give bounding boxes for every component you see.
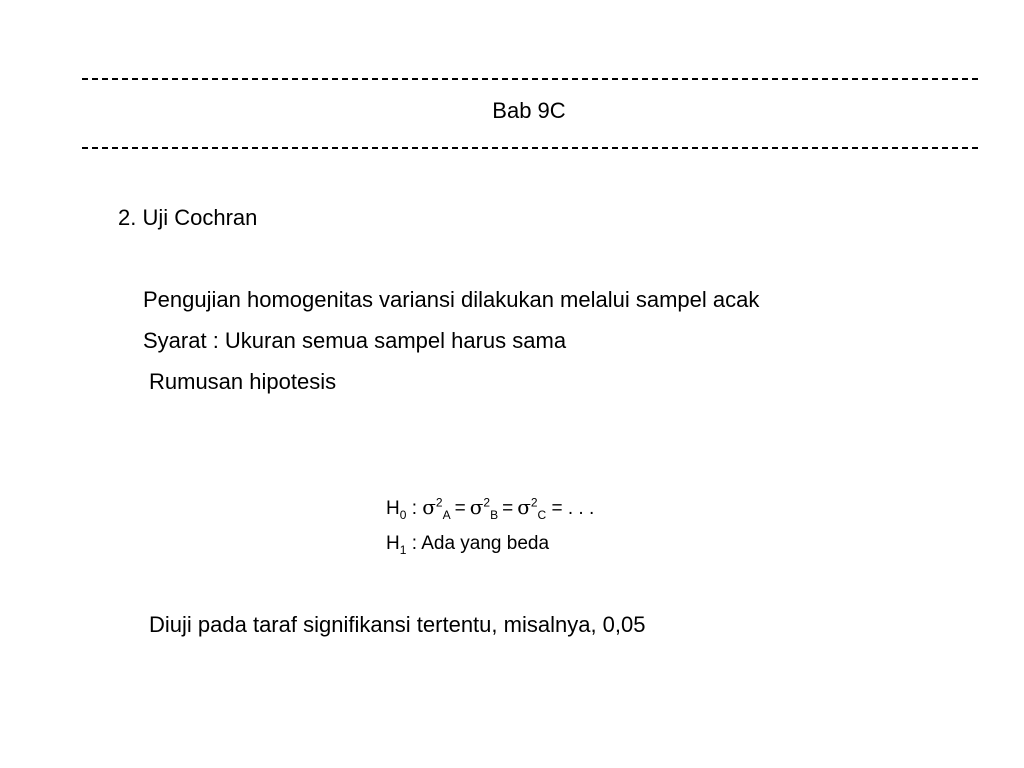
h0-subscript: 0 [399,507,407,522]
group-a: A [442,507,451,522]
section-heading: 2. Uji Cochran [118,205,258,230]
equals-2: = [502,498,514,519]
body-line-definition: Pengujian homogenitas variansi dilakukan melalui sampel acak [143,287,760,312]
slide-title: Bab 9C [492,98,566,123]
power-c: 2 [530,495,538,510]
group-c: C [537,507,547,522]
sigma-b: σ [469,495,484,519]
power-b: 2 [483,495,491,510]
body-line-requirement: Syarat : Ukuran semua sampel harus sama [143,328,567,353]
h0-separator: : [406,498,417,519]
body-line-significance: Diuji pada taraf signifikansi tertentu, misalnya, 0,05 [149,612,646,637]
h0-symbol: H [386,498,400,519]
dashed-divider-top [82,78,978,80]
equals-1: = [454,498,466,519]
body-line-hypothesis-label: Rumusan hipotesis [149,369,337,394]
h1-text: : Ada yang beda [406,533,550,554]
h1-symbol: H [386,533,400,554]
hypothesis-h0 [386,495,594,520]
dashed-divider-bottom [82,147,978,149]
h1-subscript: 1 [399,542,407,557]
power-a: 2 [435,495,443,510]
h0-ellipsis: = . . . [551,498,595,519]
hypothesis-h1 [386,533,549,555]
group-b: B [490,507,499,522]
sigma-c: σ [517,495,531,519]
sigma-a: σ [422,495,436,519]
